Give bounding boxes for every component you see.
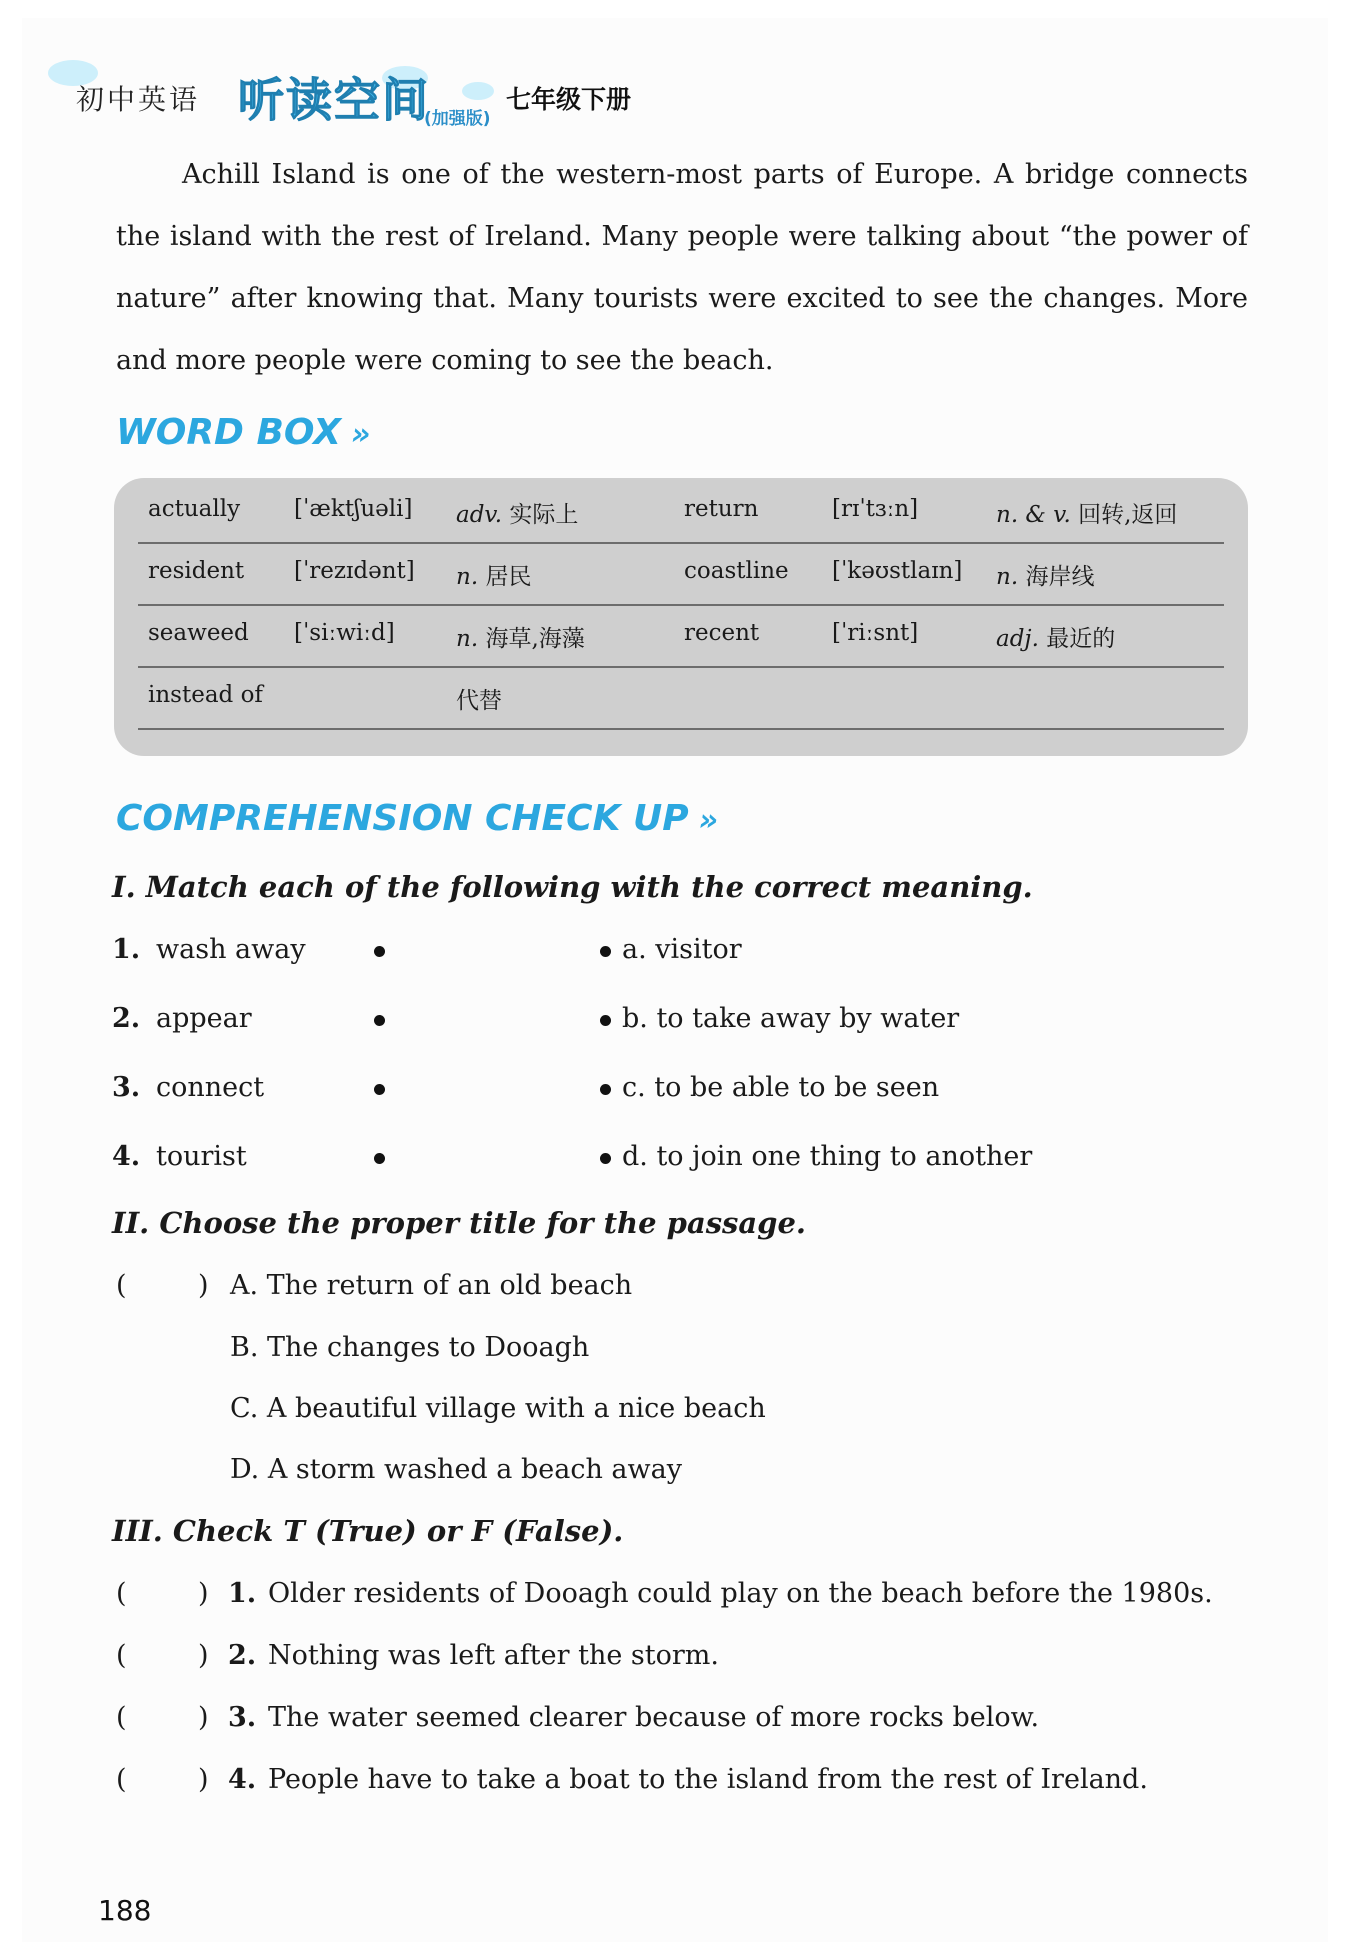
vocab-translation: 海岸线 bbox=[1025, 564, 1095, 590]
match-dot-left[interactable] bbox=[374, 1084, 385, 1095]
word-box-row bbox=[138, 668, 1224, 730]
answer-blank-close[interactable]: ) bbox=[198, 1578, 209, 1609]
match-definition: d. to join one thing to another bbox=[622, 1141, 1033, 1172]
item-number: 2. bbox=[112, 1003, 141, 1034]
match-dot-right[interactable] bbox=[600, 1153, 611, 1164]
series-title: 初中英语 bbox=[76, 83, 201, 116]
match-item bbox=[112, 1072, 1112, 1112]
match-term: connect bbox=[156, 1072, 265, 1103]
part2-heading: II. Choose the proper title for the passage. bbox=[112, 1206, 807, 1240]
word-box bbox=[114, 478, 1248, 756]
vocab-translation: 最近的 bbox=[1046, 626, 1116, 652]
chevron-icon: » bbox=[698, 803, 719, 838]
option-c: C. A beautiful village with a nice beach bbox=[230, 1393, 766, 1424]
part-of-speech: n. bbox=[996, 564, 1019, 590]
match-dot-right[interactable] bbox=[600, 1015, 611, 1026]
vocab-word: coastline bbox=[684, 558, 789, 584]
true-false-item bbox=[112, 1578, 1212, 1618]
part-of-speech: adv. bbox=[456, 502, 503, 528]
word-box-title-text: WORD BOX bbox=[116, 412, 341, 453]
vocab-word: seaweed bbox=[148, 620, 249, 646]
match-dot-left[interactable] bbox=[374, 946, 385, 957]
match-term: appear bbox=[156, 1003, 252, 1034]
vocab-word: recent bbox=[684, 620, 760, 646]
vocab-phonetic: [ˈrezɪdənt] bbox=[294, 558, 415, 584]
match-term: wash away bbox=[156, 934, 306, 965]
part3-heading: III. Check T (True) or F (False). bbox=[112, 1514, 624, 1548]
item-number: 1. bbox=[228, 1578, 257, 1609]
match-dot-right[interactable] bbox=[600, 1084, 611, 1095]
vocab-translation: 实际上 bbox=[509, 502, 579, 528]
match-definition: b. to take away by water bbox=[622, 1003, 960, 1034]
word-box-row bbox=[138, 544, 1224, 606]
comprehension-title-text: COMPREHENSION CHECK UP bbox=[116, 798, 689, 839]
part-of-speech: n. & v. bbox=[996, 502, 1071, 528]
vocab-word: return bbox=[684, 496, 759, 522]
option-b: B. The changes to Dooagh bbox=[230, 1332, 590, 1363]
passage-text: Achill Island is one of the western-most parts of Europe. A bridge connects the island with the rest of Ireland. Many people were talking about “the power of nature” after knowing that. Many tourists were excited to see the changes. More and more people were coming to see the beach. bbox=[116, 159, 1248, 376]
match-item bbox=[112, 1141, 1112, 1181]
item-number: 1. bbox=[112, 934, 141, 965]
answer-blank-close[interactable]: ) bbox=[198, 1270, 209, 1301]
option-d: D. A storm washed a beach away bbox=[230, 1454, 682, 1485]
option-row bbox=[112, 1332, 1212, 1372]
vocab-phonetic: [ˈæktʃuəli] bbox=[294, 496, 413, 522]
book-header bbox=[52, 56, 752, 129]
item-number: 4. bbox=[228, 1764, 257, 1795]
match-definition: c. to be able to be seen bbox=[622, 1072, 940, 1103]
answer-blank-open[interactable]: ( bbox=[116, 1702, 127, 1733]
edition-label: (加强版) bbox=[424, 109, 491, 129]
answer-blank-open[interactable]: ( bbox=[116, 1640, 127, 1671]
answer-blank-open[interactable]: ( bbox=[116, 1270, 127, 1301]
part-of-speech: adj. bbox=[996, 626, 1039, 652]
word-box-row bbox=[138, 606, 1224, 668]
cloud-decoration bbox=[462, 82, 494, 100]
vocab-translation: 回转,返回 bbox=[1078, 502, 1178, 528]
item-number: 3. bbox=[112, 1072, 141, 1103]
true-false-item bbox=[112, 1640, 1212, 1680]
statement-text: Older residents of Dooagh could play on the beach before the 1980s. bbox=[268, 1578, 1213, 1609]
passage bbox=[116, 144, 1248, 392]
vocab-phonetic: [rɪˈtɜːn] bbox=[832, 496, 919, 522]
part1-heading: I. Match each of the following with the correct meaning. bbox=[112, 870, 1033, 904]
item-number: 3. bbox=[228, 1702, 257, 1733]
word-box-title bbox=[116, 412, 370, 453]
vocab-word: actually bbox=[148, 496, 241, 522]
answer-blank-close[interactable]: ) bbox=[198, 1640, 209, 1671]
word-box-row bbox=[138, 482, 1224, 544]
grade-label: 七年级下册 bbox=[506, 85, 632, 114]
vocab-translation: 海草,海藻 bbox=[485, 626, 585, 652]
part-of-speech: n. bbox=[456, 564, 479, 590]
true-false-item bbox=[112, 1764, 1212, 1804]
answer-blank-close[interactable]: ) bbox=[198, 1702, 209, 1733]
answer-blank-open[interactable]: ( bbox=[116, 1764, 127, 1795]
match-item bbox=[112, 934, 1112, 974]
option-row bbox=[112, 1454, 1212, 1494]
vocab-translation: 代替 bbox=[456, 688, 502, 714]
answer-blank-open[interactable]: ( bbox=[116, 1578, 127, 1609]
vocab-meaning bbox=[456, 496, 578, 529]
match-dot-right[interactable] bbox=[600, 946, 611, 957]
vocab-phonetic: [ˈkəʊstlaɪn] bbox=[832, 558, 963, 584]
comprehension-title bbox=[116, 798, 718, 839]
option-row bbox=[112, 1393, 1212, 1433]
vocab-word: instead of bbox=[148, 682, 263, 708]
statement-text: People have to take a boat to the island from the rest of Ireland. bbox=[268, 1764, 1148, 1795]
part-of-speech: n. bbox=[456, 626, 479, 652]
answer-blank-close[interactable]: ) bbox=[198, 1764, 209, 1795]
item-number: 2. bbox=[228, 1640, 257, 1671]
vocab-phonetic: [ˈsiːwiːd] bbox=[294, 620, 395, 646]
vocab-phonetic: [ˈriːsnt] bbox=[832, 620, 919, 646]
answer-blank-row bbox=[112, 1270, 1212, 1310]
vocab-meaning bbox=[996, 496, 1177, 529]
item-number: 4. bbox=[112, 1141, 141, 1172]
match-item bbox=[112, 1003, 1112, 1043]
page-number: 188 bbox=[98, 1894, 152, 1927]
match-dot-left[interactable] bbox=[374, 1153, 385, 1164]
chevron-icon: » bbox=[350, 417, 371, 452]
option-a: A. The return of an old beach bbox=[230, 1270, 633, 1301]
statement-text: Nothing was left after the storm. bbox=[268, 1640, 719, 1671]
match-definition: a. visitor bbox=[622, 934, 742, 965]
vocab-meaning bbox=[996, 558, 1094, 591]
vocab-word: resident bbox=[148, 558, 245, 584]
vocab-meaning bbox=[456, 558, 531, 591]
vocab-meaning bbox=[456, 620, 585, 653]
vocab-meaning bbox=[996, 620, 1115, 653]
vocab-translation: 居民 bbox=[485, 564, 532, 590]
brand-title: 听读空间 bbox=[238, 73, 430, 127]
statement-text: The water seemed clearer because of more rocks below. bbox=[268, 1702, 1040, 1733]
match-dot-left[interactable] bbox=[374, 1015, 385, 1026]
true-false-item bbox=[112, 1702, 1212, 1742]
match-term: tourist bbox=[156, 1141, 247, 1172]
